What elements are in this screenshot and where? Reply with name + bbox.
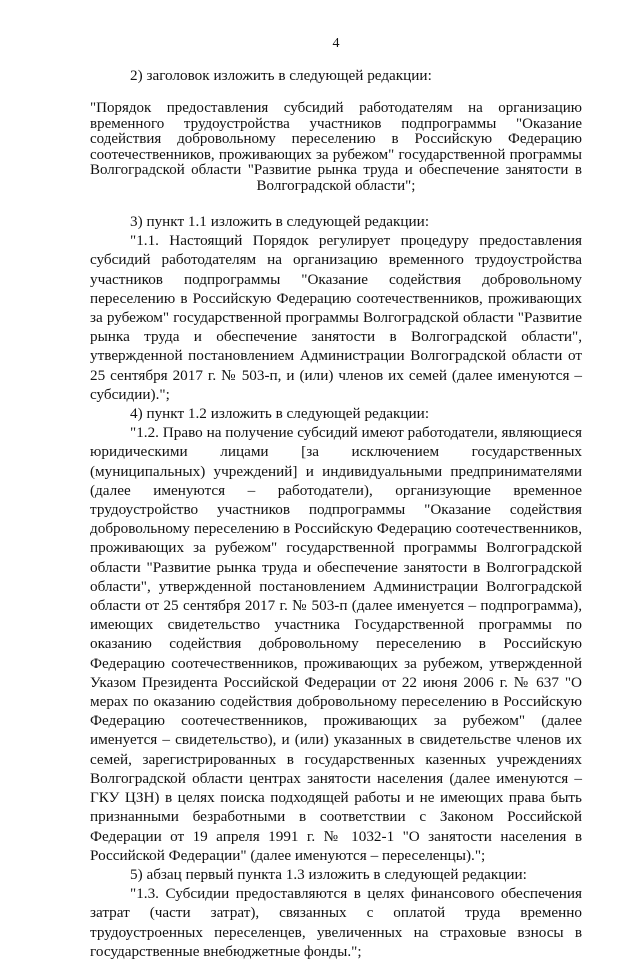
amendment-2-heading: 2) заголовок изложить в следующей редакции: — [130, 67, 432, 84]
clause-1-1-text: "1.1. Настоящий Порядок регулирует процедуру предоставления субсидий работодателям на организацию временного трудоустройства участников подпрограммы "Оказание содействия добровольному переселению в Российскую Федерацию соотечественников, проживающих за рубежом" государственной программы Волгоградской области "Развитие рынка труда и обеспечение занятости в Волгоградской области", утвержденной постановлением Администрации Волгоградской области от 25 сентября 2017 г. № 503-п, и (или) членов их семей (далее именуются – субсидии)."; — [90, 232, 582, 403]
clause-1-2-text: "1.2. Право на получение субсидий имеют работодатели, являющиеся юридическими лицами [за исключением государственных (муниципальных) учреждений] и индивидуальными предпринимателями (далее именуются – работодатели), организующие временное трудоустройство участников подпрограммы "Оказание содействия добровольному переселению в Российскую Федерацию соотечественников, проживающих за рубежом" государственной программы Волгоградской области "Развитие рынка труда и обеспечение занятости в Волгоградской области", утвержденной постановлением Администрации Волгоградской области от 25 сентября 2017 г. № 503-п (далее именуется – подпрограмма), имеющих свидетельство участника Государственной программы по оказанию содействия добровольному переселению в Российскую Федерацию соотечественников, проживающих за рубежом, утвержденной Указом Президента Российской Федерации от 22 июня 2006 г. № 637 "О мерах по оказанию содействия добровольному переселению в Российскую Федерацию соотечественников, проживающих за рубежом" (далее именуется – свидетельство), и (или) указанных в свидетельстве членов их семей, зарегистрированных в государственных казенных учреждениях Волгоградской области центрах занятости населения (далее именуются – ГКУ ЦЗН) в целях поиска подходящей работы и не имеющих права быть признанными безработными в соответствии с Законом Российской Федерации от 19 апреля 1991 г. № 1032-1 "О занятости населения в Российской Федерации" (далее именуются – переселенцы)."; — [90, 424, 582, 864]
amendment-3-heading: 3) пункт 1.1 изложить в следующей редакции: — [130, 213, 430, 230]
clause-1-3-text: "1.3. Субсидии предоставляются в целях финансового обеспечения затрат (части затрат), связанных с оплатой труда временно трудоустроенных переселенцев, увеличенных на страховые взносы в государственные внебюджетные фонды."; — [90, 885, 582, 960]
page-number: 4 — [332, 36, 340, 51]
amendment-4-heading: 4) пункт 1.2 изложить в следующей редакции: — [130, 405, 430, 423]
new-title-quote: "Порядок предоставления субсидий работодателям на организацию временного трудоустройства участников подпрограммы "Оказание содействия добровольному переселению в Российскую Федерацию соотечественников, проживающих за рубежом" государственной программы Волгоградской области "Развитие рынка труда и обеспечение занятости в Волгоградской области"; — [90, 100, 582, 194]
amendment-5-heading: 5) абзац первый пункта 1.3 изложить в следующей редакции: — [130, 865, 527, 883]
